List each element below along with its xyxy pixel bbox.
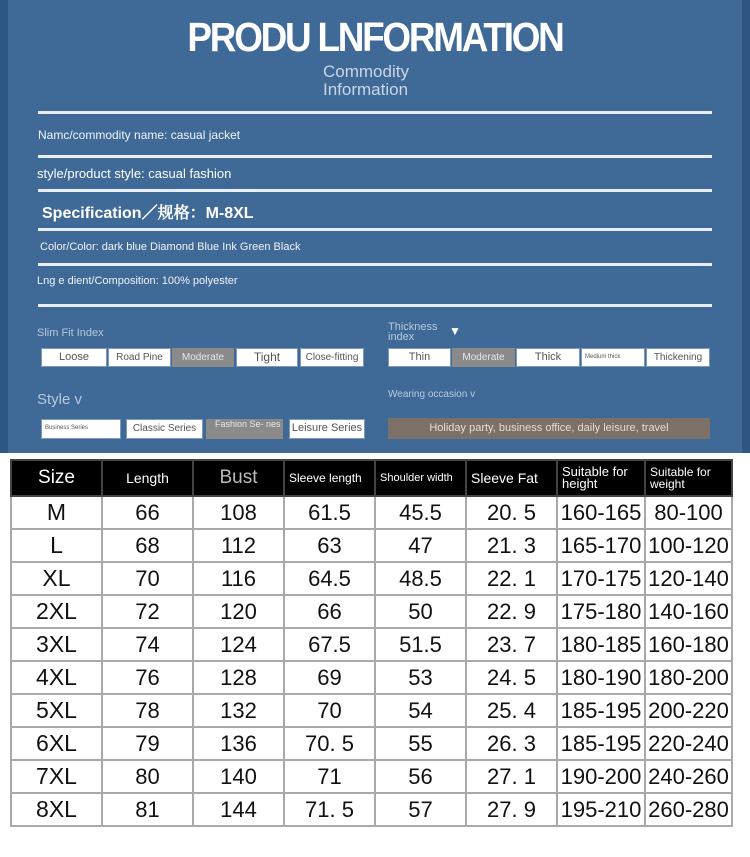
table-cell: 55 (375, 727, 466, 760)
color-info: Color/Color: dark blue Diamond Blue Ink Green Black (40, 241, 301, 253)
table-cell: 80 (102, 760, 193, 793)
table-cell: 165-170 (557, 529, 645, 562)
table-cell: 260-280 (645, 793, 732, 826)
table-cell: 200-220 (645, 694, 732, 727)
table-cell: 160-180 (645, 628, 732, 661)
header-sleeve-length: Sleeve length (284, 460, 375, 496)
divider (38, 155, 712, 158)
table-row (11, 760, 732, 793)
table-cell: 70. 5 (284, 727, 375, 760)
table-cell: 190-200 (557, 760, 645, 793)
table-row (11, 793, 732, 826)
table-cell: L (11, 529, 102, 562)
table-cell: 220-240 (645, 727, 732, 760)
table-cell: 78 (102, 694, 193, 727)
style-option-classic-series: Classic Series (126, 419, 203, 439)
table-cell: 21. 3 (466, 529, 557, 562)
commodity-name: Namc/commodity name: casual jacket (38, 128, 241, 142)
divider (38, 304, 712, 307)
table-cell: 72 (102, 595, 193, 628)
table-cell: 180-185 (557, 628, 645, 661)
composition: Lng e dient/Composition: 100% polyester (37, 275, 238, 287)
table-cell: 23. 7 (466, 628, 557, 661)
left-edge-bar (0, 0, 8, 453)
header-bust: Bust (193, 460, 284, 496)
table-cell: 6XL (11, 727, 102, 760)
table-cell: 80-100 (645, 496, 732, 529)
table-cell: 144 (193, 793, 284, 826)
table-cell: 7XL (11, 760, 102, 793)
table-row (11, 727, 732, 760)
table-cell: 51.5 (375, 628, 466, 661)
table-cell: 240-260 (645, 760, 732, 793)
table-cell: 22. 9 (466, 595, 557, 628)
style-option-business-series: Business Series (41, 419, 121, 439)
table-cell: 136 (193, 727, 284, 760)
table-cell: 67.5 (284, 628, 375, 661)
header-size: Size (11, 460, 102, 496)
table-row (11, 628, 732, 661)
slim-fit-option-close-fitting: Close-fitting (300, 348, 364, 367)
table-cell: 180-190 (557, 661, 645, 694)
header-shoulder-width: Shoulder width (375, 460, 466, 496)
table-cell: 8XL (11, 793, 102, 826)
table-cell: 50 (375, 595, 466, 628)
table-cell: 108 (193, 496, 284, 529)
table-cell: 53 (375, 661, 466, 694)
table-cell: 63 (284, 529, 375, 562)
table-cell: 3XL (11, 628, 102, 661)
style-option-leisure-series: Leisure Series (289, 419, 365, 439)
occasion-value: Holiday party, business office, daily leisure, travel (388, 418, 710, 439)
divider (38, 263, 712, 266)
triangle-down-icon: ▼ (449, 324, 461, 338)
page-title: PRODU LNFORMATION (187, 14, 563, 60)
table-cell: 140-160 (645, 595, 732, 628)
thickness-option-thin: Thin (388, 348, 451, 367)
table-cell: 71 (284, 760, 375, 793)
divider (38, 228, 712, 231)
table-cell: 26. 3 (466, 727, 557, 760)
table-cell: 128 (193, 661, 284, 694)
table-row (11, 595, 732, 628)
table-cell: 195-210 (557, 793, 645, 826)
table-cell: 25. 4 (466, 694, 557, 727)
table-cell: 74 (102, 628, 193, 661)
table-cell: 71. 5 (284, 793, 375, 826)
table-cell: 66 (102, 496, 193, 529)
specification: Specification／规格：M-8XL (42, 205, 254, 222)
right-edge-bar (742, 0, 750, 453)
style-option-fashion-series: Fashion Se- nes (206, 419, 283, 439)
slim-fit-option-tight: Tight (236, 348, 298, 367)
table-cell: 120-140 (645, 562, 732, 595)
table-cell: 185-195 (557, 727, 645, 760)
slim-fit-label: Slim Fit Index (37, 327, 104, 339)
table-row (11, 694, 732, 727)
table-cell: 180-200 (645, 661, 732, 694)
table-cell: 79 (102, 727, 193, 760)
table-cell: 70 (284, 694, 375, 727)
table-cell: 5XL (11, 694, 102, 727)
slim-fit-option-moderate: Moderate (172, 348, 234, 367)
thickness-label: Thickness index (388, 321, 438, 343)
table-cell: 27. 1 (466, 760, 557, 793)
subtitle-line1: Commodity (323, 62, 409, 81)
table-cell: 20. 5 (466, 496, 557, 529)
table-cell: M (11, 496, 102, 529)
slim-fit-option-road-pine: Road Pine (108, 348, 171, 367)
table-row (11, 496, 732, 529)
product-style: style/product style: casual fashion (37, 166, 232, 181)
table-cell: 48.5 (375, 562, 466, 595)
table-cell: 124 (193, 628, 284, 661)
table-cell: 64.5 (284, 562, 375, 595)
table-cell: 45.5 (375, 496, 466, 529)
table-cell: 57 (375, 793, 466, 826)
table-cell: 68 (102, 529, 193, 562)
divider (38, 111, 712, 114)
table-cell: 81 (102, 793, 193, 826)
table-cell: 116 (193, 562, 284, 595)
table-cell: 76 (102, 661, 193, 694)
table-cell: 70 (102, 562, 193, 595)
table-header-row (11, 460, 732, 496)
table-cell: 170-175 (557, 562, 645, 595)
table-cell: 22. 1 (466, 562, 557, 595)
header-length: Length (102, 460, 193, 496)
table-row (11, 661, 732, 694)
header-sleeve-fat: Sleeve Fat (466, 460, 557, 496)
table-cell: 120 (193, 595, 284, 628)
table-cell: 185-195 (557, 694, 645, 727)
table-cell: 66 (284, 595, 375, 628)
table-cell: 4XL (11, 661, 102, 694)
thickness-option-thick: Thick (516, 348, 580, 367)
thickness-option-moderate: Moderate (452, 348, 515, 367)
table-cell: 112 (193, 529, 284, 562)
table-cell: 69 (284, 661, 375, 694)
table-cell: 54 (375, 694, 466, 727)
slim-fit-option-loose: Loose (41, 348, 107, 367)
table-cell: 132 (193, 694, 284, 727)
table-cell: 175-180 (557, 595, 645, 628)
thickness-option-medium-thick: Medium thick (581, 348, 645, 367)
table-cell: 2XL (11, 595, 102, 628)
table-row (11, 562, 732, 595)
table-cell: 100-120 (645, 529, 732, 562)
table-cell: XL (11, 562, 102, 595)
header-suitable-weight: Suitable for weight (645, 460, 732, 496)
thickness-option-thickening: Thickening (646, 348, 710, 367)
table-cell: 24. 5 (466, 661, 557, 694)
size-table (10, 459, 733, 827)
table-cell: 47 (375, 529, 466, 562)
subtitle-line2: Information (323, 80, 409, 99)
table-cell: 27. 9 (466, 793, 557, 826)
table-cell: 61.5 (284, 496, 375, 529)
table-cell: 56 (375, 760, 466, 793)
occasion-label: Wearing occasion v (388, 389, 476, 400)
style-label: Style v (37, 391, 83, 408)
table-cell: 140 (193, 760, 284, 793)
header-suitable-height: Suitable for height (557, 460, 645, 496)
divider (38, 189, 712, 192)
table-row (11, 529, 732, 562)
table-cell: 160-165 (557, 496, 645, 529)
